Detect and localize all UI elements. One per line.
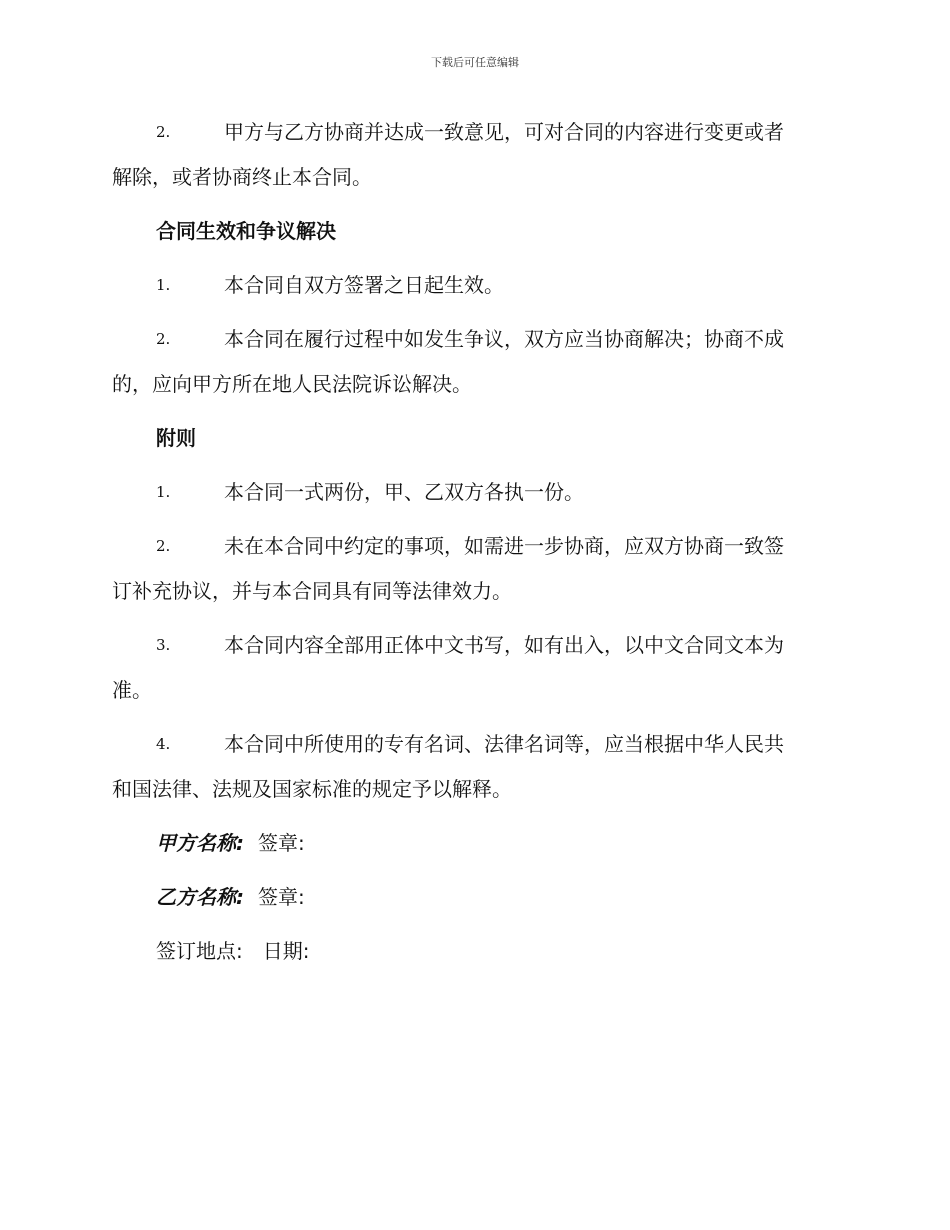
clause-appendix-3 xyxy=(112,623,834,713)
clause-number: 4. xyxy=(156,735,171,753)
clause-text-continued: 准。 xyxy=(112,678,152,702)
party-b-name-label: 乙方名称: xyxy=(156,885,244,909)
section-heading-effect: 合同生效和争议解决 xyxy=(156,219,336,243)
contract-body xyxy=(112,110,834,974)
clause-text: 本合同自双方签署之日起生效。 xyxy=(224,273,504,297)
clause-text: 未在本合同中约定的事项，如需进一步协商，应双方协商一致签 xyxy=(224,534,784,558)
clause-change-2 xyxy=(112,110,834,200)
signing-place-label: 签订地点: xyxy=(156,939,243,963)
clause-text: 本合同一式两份，甲、乙双方各执一份。 xyxy=(224,480,584,504)
clause-appendix-2 xyxy=(112,524,834,614)
clause-text-continued: 解除，或者协商终止本合同。 xyxy=(112,165,372,189)
clause-text-continued: 的，应向甲方所在地人民法院诉讼解决。 xyxy=(112,372,472,396)
clause-number: 1. xyxy=(156,483,171,501)
clause-effect-2 xyxy=(112,317,834,407)
clause-text: 本合同中所使用的专有名词、法律名词等，应当根据中华人民共 xyxy=(224,732,784,756)
clause-text: 本合同内容全部用正体中文书写，如有出入，以中文合同文本为 xyxy=(224,633,784,657)
clause-text: 本合同在履行过程中如发生争议，双方应当协商解决；协商不成 xyxy=(224,327,784,351)
clause-number: 2. xyxy=(156,330,171,348)
clause-number: 1. xyxy=(156,276,171,294)
clause-text-continued: 和国法律、法规及国家标准的规定予以解释。 xyxy=(112,777,512,801)
clause-text: 甲方与乙方协商并达成一致意见，可对合同的内容进行变更或者 xyxy=(224,120,784,144)
party-b-seal-label: 签章: xyxy=(258,885,305,909)
party-a-name-label: 甲方名称: xyxy=(156,831,244,855)
page-header: 下载后可任意编辑 xyxy=(431,56,519,69)
signature-party-a xyxy=(112,821,834,866)
clause-text-continued: 订补充协议，并与本合同具有同等法律效力。 xyxy=(112,579,512,603)
clause-effect-1 xyxy=(112,263,834,308)
signature-party-b xyxy=(112,875,834,920)
signing-date-label: 日期: xyxy=(262,939,310,963)
clause-number: 2. xyxy=(156,123,171,141)
section-heading-appendix: 附则 xyxy=(156,426,196,450)
party-a-seal-label: 签章: xyxy=(258,831,305,855)
signing-place-date xyxy=(112,929,834,974)
clause-appendix-4 xyxy=(112,722,834,812)
clause-appendix-1 xyxy=(112,470,834,515)
clause-number: 3. xyxy=(156,636,171,654)
clause-number: 2. xyxy=(156,537,171,555)
